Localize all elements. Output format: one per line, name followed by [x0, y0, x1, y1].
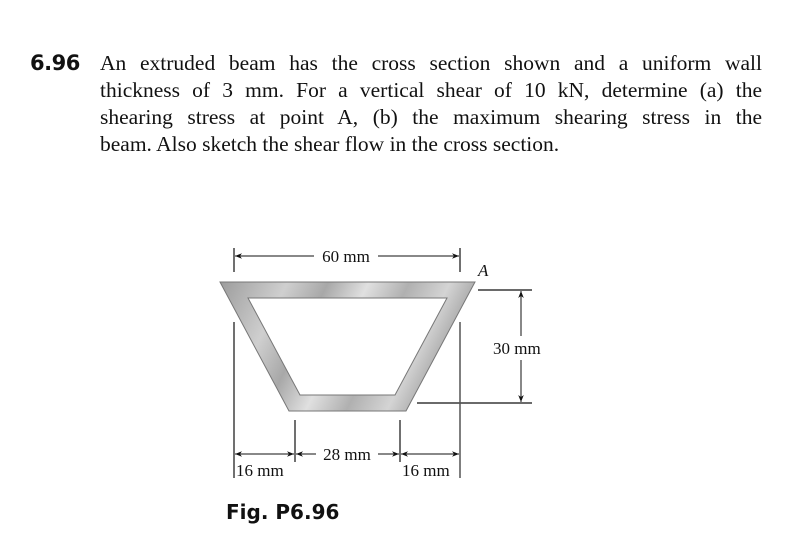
svg-text:30 mm: 30 mm [493, 339, 541, 358]
figure-caption: Fig. P6.96 [226, 500, 340, 524]
point-a-label: A [478, 261, 489, 280]
problem-line-2: thickness of 3 mm. For a vertical shear of 10 kN, determine (a) the [100, 78, 762, 102]
svg-text:28 mm: 28 mm [323, 445, 371, 464]
svg-text:16 mm: 16 mm [402, 461, 450, 480]
dimension-16mm-right [401, 454, 459, 480]
problem-line-3: shearing stress at point A, (b) the maximum shearing stress in the [100, 105, 762, 129]
dimension-28mm [296, 445, 399, 464]
svg-text:16 mm: 16 mm [236, 461, 284, 480]
problem-number: 6.96 [30, 51, 80, 75]
dimension-60mm [234, 247, 460, 272]
problem-line-1: An extruded beam has the cross section shown and a uniform wall [100, 51, 762, 75]
beam-wall [220, 282, 475, 411]
dimension-16mm-left [235, 454, 294, 480]
svg-text:60 mm: 60 mm [322, 247, 370, 266]
problem-line-4: beam. Also sketch the shear flow in the cross section. [100, 132, 560, 156]
